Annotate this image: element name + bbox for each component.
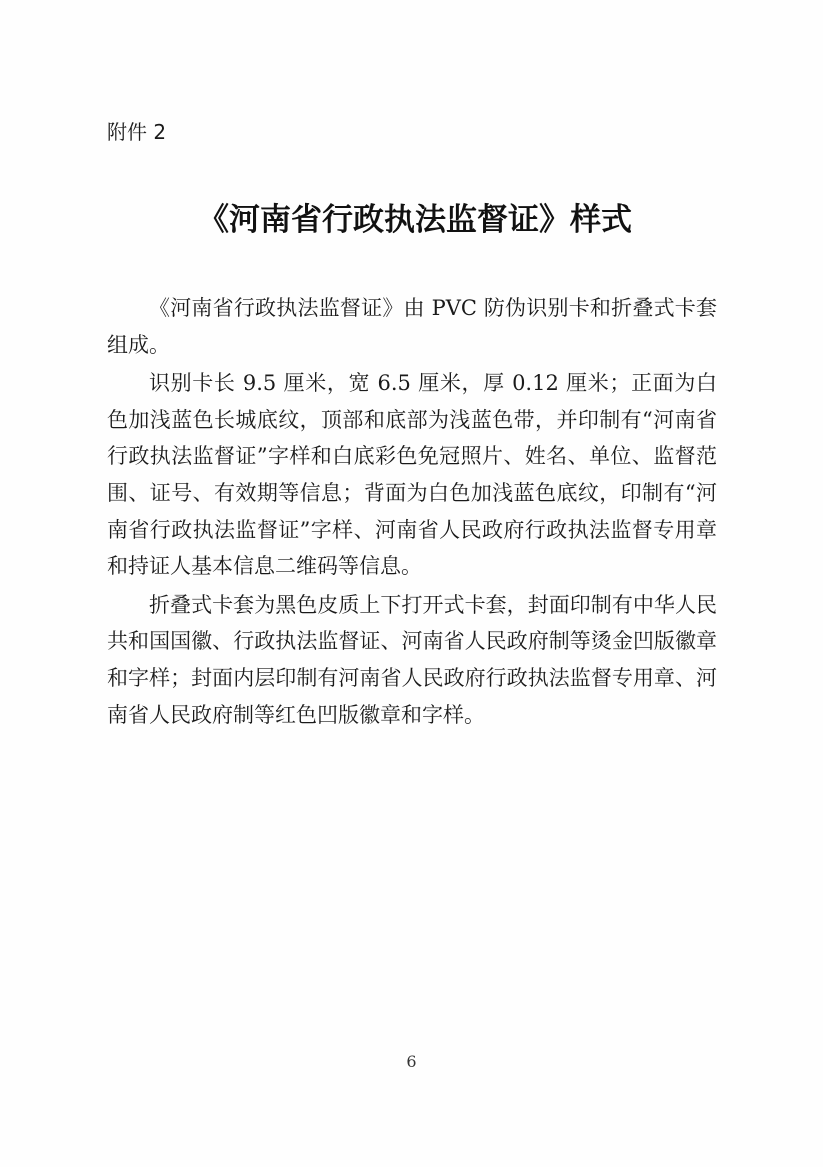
paragraph-composition: 《河南省行政执法监督证》由 PVC 防伪识别卡和折叠式卡套组成。: [107, 296, 717, 357]
document-title: 《河南省行政执法监督证》样式: [198, 202, 632, 238]
document-body: [107, 290, 717, 735]
paragraph-id-card: 识别卡长 9.5 厘米，宽 6.5 厘米，厚 0.12 厘米；正面为白色加浅蓝色长城底纹，顶部和底部为浅蓝色带，并印制有“河南省行政执法监督证”字样和白底彩色免冠照片、姓名、单位、监督范围、证号、有效期等信息；背面为白色加浅蓝色底纹，印制有“河南省行政执法监督证”字样、河南省人民政府行政执法监督专用章和持证人基本信息二维码等信息。: [107, 371, 717, 579]
attachment-label: 附件 2: [107, 120, 167, 144]
page-number: 6: [406, 1052, 417, 1071]
paragraph-card-holder: 折叠式卡套为黑色皮质上下打开式卡套，封面印制有中华人民共和国国徽、行政执法监督证、河南省人民政府制等烫金凹版徽章和字样；封面内层印制有河南省人民政府行政执法监督专用章、河南省人民政府制等红色凹版徽章和字样。: [107, 592, 717, 727]
